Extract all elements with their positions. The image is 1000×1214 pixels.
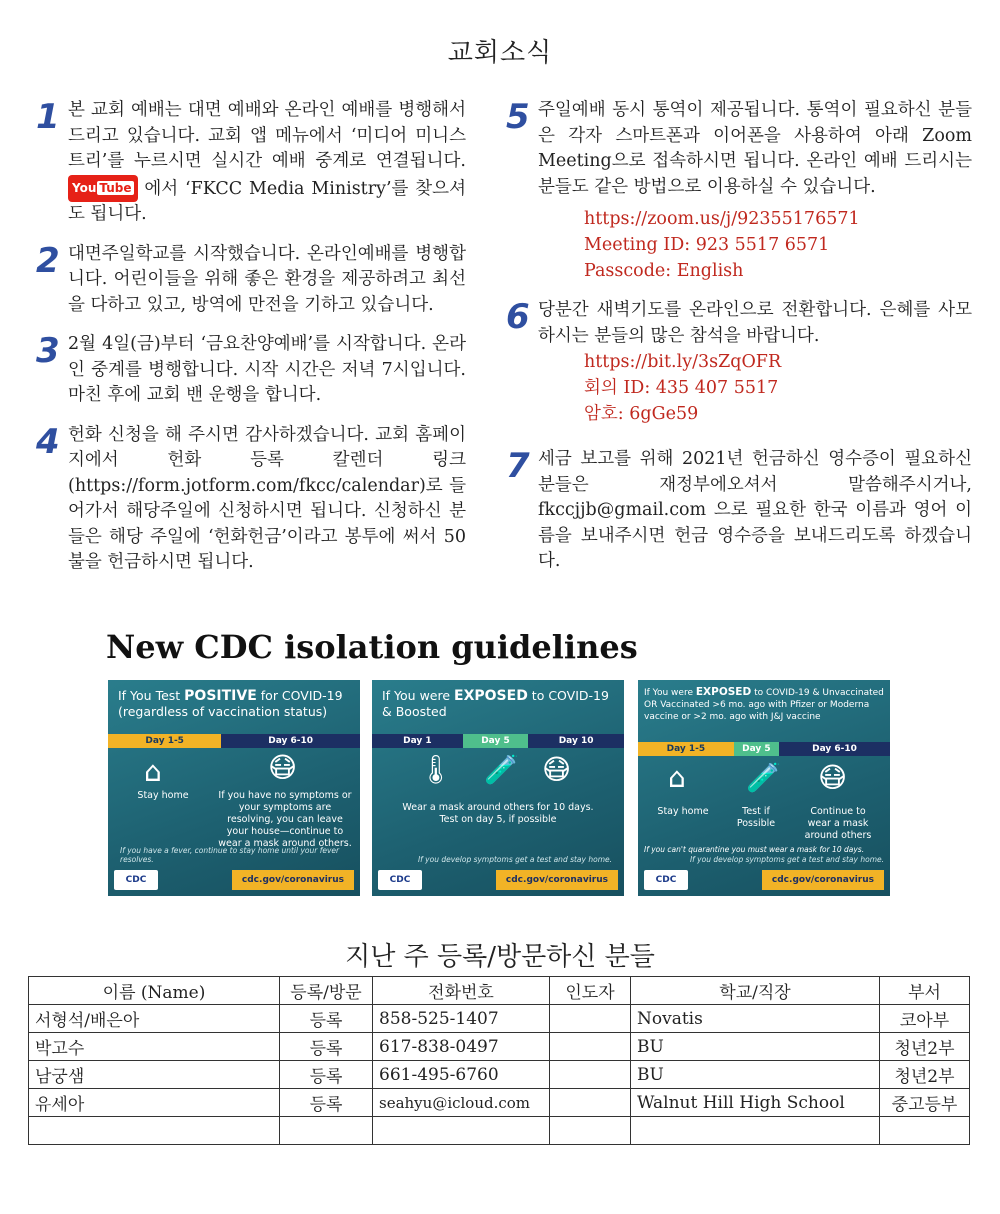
item-text: 당분간 새벽기도를 온라인으로 전환합니다. 은혜를 사모하시는 분들의 많은 참석을 바랍니다. — [538, 300, 972, 346]
timeline-bar: Day 1-5 Day 6-10 — [108, 734, 360, 748]
card-heading: If You were EXPOSED to COVID-19 & Unvaccinated OR Vaccinated >6 mo. ago with Pfizer or Moderna vaccine or >2 mo. ago with J&J vaccine — [644, 686, 884, 722]
test-label: Test if Possible — [736, 806, 776, 829]
cell-name: 서형석/배은아 — [29, 1005, 280, 1033]
test-tube-icon: 🧪 — [746, 761, 781, 794]
item-number: 7 — [506, 446, 530, 486]
cdc-card-exposed-unvaccinated — [638, 680, 890, 896]
cell-school: Novatis — [631, 1005, 880, 1033]
news-item-3 — [36, 332, 466, 409]
meeting-id: Meeting ID: 923 5517 6571 — [584, 235, 830, 255]
house-icon: ⌂ — [144, 755, 162, 788]
cdc-logo: CDC — [378, 870, 422, 890]
card-heading: If You were EXPOSED to COVID-19 & Boosted — [382, 688, 609, 719]
card-heading: If You Test POSITIVE for COVID-19 (regardless of vaccination status) — [118, 688, 343, 719]
header-school: 학교/직장 — [631, 977, 880, 1005]
cell-dept: 중고등부 — [880, 1089, 970, 1117]
prayer-password: 암호: 6gGe59 — [584, 404, 699, 424]
page-title: 교회소식 — [447, 38, 553, 68]
youtube-logo-icon: You Tube — [68, 175, 138, 203]
mask-icon: 😷 — [818, 761, 848, 794]
stay-home-label: Stay home — [657, 806, 709, 817]
cell-school — [631, 1117, 880, 1145]
cell-status — [280, 1117, 373, 1145]
news-right-column — [506, 98, 972, 589]
table-row — [29, 1033, 970, 1061]
passcode: Passcode: English — [584, 261, 744, 281]
cell-status: 등록 — [280, 1033, 373, 1061]
cell-dept — [880, 1117, 970, 1145]
item-number: 5 — [506, 97, 530, 137]
timeline-bar: Day 1-5 Day 5 Day 6-10 — [638, 742, 890, 756]
news-left-column — [36, 98, 466, 590]
cell-phone: 858-525-1407 — [373, 1005, 550, 1033]
header-status: 등록/방문 — [280, 977, 373, 1005]
mask-icon: 😷 — [268, 751, 298, 784]
cell-school: BU — [631, 1033, 880, 1061]
cell-name: 유세아 — [29, 1089, 280, 1117]
cell-status: 등록 — [280, 1089, 373, 1117]
news-item-2 — [36, 242, 466, 319]
house-icon: ⌂ — [668, 761, 686, 794]
item-text-cont: 에서 ‘FKCC Media Ministry’를 찾으셔도 됩니다. — [68, 178, 466, 224]
cell-name — [29, 1117, 280, 1145]
timeline-bar: Day 1 Day 5 Day 10 — [372, 734, 624, 748]
item-text: 세금 보고를 위해 2021년 헌금하신 영수증이 필요하신 분들은 재정부에오셔서 말씀해주시거나, fkccjjb@gmail.com 으로 필요한 한국 이름과 영어 이름을 보내주시면 헌금 영수증을 보내드리도록 하겠습니다. — [538, 449, 972, 571]
cdc-card-positive — [108, 680, 360, 896]
thermometer-icon: 🌡 — [418, 753, 454, 786]
news-item-5 — [506, 98, 972, 284]
cdc-url: cdc.gov/coronavirus — [232, 870, 354, 890]
cdc-url: cdc.gov/coronavirus — [496, 870, 618, 890]
cell-guide — [550, 1089, 631, 1117]
fever-note: If you have a fever, continue to stay home until your fever resolves. — [120, 846, 340, 864]
cell-phone: 661-495-6760 — [373, 1061, 550, 1089]
cell-school: Walnut Hill High School — [631, 1089, 880, 1117]
table-row — [29, 1117, 970, 1145]
boosted-guidance: Wear a mask around others for 10 days. Test on day 5, if possible — [402, 802, 594, 825]
cell-dept: 청년2부 — [880, 1033, 970, 1061]
cdc-logo: CDC — [114, 870, 158, 890]
header-dept: 부서 — [880, 977, 970, 1005]
cell-phone: seahyu@icloud.com — [373, 1089, 550, 1117]
prayer-meeting-id: 회의 ID: 435 407 5517 — [584, 378, 779, 398]
cell-status: 등록 — [280, 1061, 373, 1089]
news-item-4 — [36, 423, 466, 576]
table-row — [29, 1005, 970, 1033]
item-text: 주일예배 동시 통역이 제공됩니다. 통역이 필요하신 분들은 각자 스마트폰과 이어폰을 사용하여 아래 Zoom Meeting으로 접속하시면 됩니다. 온라인 예배 드리시는 분들도 같은 방법으로 이용하실 수 있습니다. — [538, 100, 972, 197]
cell-guide — [550, 1117, 631, 1145]
positive-guidance: If you have no symptoms or your symptoms are resolving, you can leave your house—continue to wear a mask around others. — [218, 790, 352, 849]
cell-guide — [550, 1061, 631, 1089]
mask-icon: 😷 — [542, 753, 572, 786]
prayer-link[interactable]: https://bit.ly/3sZqOFR — [584, 352, 782, 372]
item-text: 헌화 신청을 해 주시면 감사하겠습니다. 교회 홈페이지에서 헌화 등록 칼렌더 링크(https://form.jotform.com/fkcc/calendar)로 들어가서 해당주일에 신청하시면 됩니다. 신청하신 분들은 해당 주일에 ‘헌화헌금’이라고 봉투에 써서 50불을 헌금하시면 됩니다. — [68, 424, 466, 572]
stay-home-label: Stay home — [137, 790, 189, 801]
cell-guide — [550, 1005, 631, 1033]
header-phone: 전화번호 — [373, 977, 550, 1005]
cell-school: BU — [631, 1061, 880, 1089]
cell-name: 남궁샘 — [29, 1061, 280, 1089]
header-name: 이름 (Name) — [29, 977, 280, 1005]
item-text: 대면주일학교를 시작했습니다. 온라인예배를 병행합니다. 어린이들을 위해 좋은 환경을 제공하려고 최선을 다하고 있고, 방역에 만전을 기하고 있습니다. — [68, 243, 466, 315]
cell-name: 박고수 — [29, 1033, 280, 1061]
quarantine-note: If you can't quarantine you must wear a mask for 10 days. — [644, 845, 865, 854]
cell-phone — [373, 1117, 550, 1145]
cdc-title: New CDC isolation guidelines — [106, 628, 638, 666]
item-number: 4 — [36, 421, 60, 462]
cell-phone: 617-838-0497 — [373, 1033, 550, 1061]
cdc-card-exposed-boosted — [372, 680, 624, 896]
cell-status: 등록 — [280, 1005, 373, 1033]
cdc-logo: CDC — [644, 870, 688, 890]
table-row — [29, 1089, 970, 1117]
table-row — [29, 1061, 970, 1089]
symptoms-note: If you develop symptoms get a test and stay home. — [689, 855, 884, 864]
registry-table — [28, 976, 970, 1145]
item-number: 3 — [36, 331, 60, 371]
cell-dept: 청년2부 — [880, 1061, 970, 1089]
mask-label: Continue to wear a mask around others — [804, 806, 872, 841]
header-guide: 인도자 — [550, 977, 631, 1005]
item-number: 1 — [36, 97, 60, 137]
zoom-link[interactable]: https://zoom.us/j/92355176571 — [584, 209, 860, 229]
news-item-7 — [506, 447, 972, 575]
item-text: 2월 4일(금)부터 ‘금요찬양예배’를 시작합니다. 온라인 중계를 병행합니다. 시작 시간은 저녁 7시입니다. 마친 후에 교회 밴 운행을 합니다. — [68, 334, 466, 405]
table-header-row — [29, 977, 970, 1005]
item-number: 2 — [36, 240, 60, 281]
cell-guide — [550, 1033, 631, 1061]
item-number: 6 — [506, 297, 530, 337]
registry-title: 지난 주 등록/방문하신 분들 — [345, 942, 655, 972]
cdc-url: cdc.gov/coronavirus — [762, 870, 884, 890]
news-item-1 — [36, 98, 466, 228]
cell-dept: 코아부 — [880, 1005, 970, 1033]
test-tube-icon: 🧪 — [484, 753, 519, 786]
item-text: 본 교회 예배는 대면 예배와 온라인 예배를 병행해서 드리고 있습니다. 교회 앱 메뉴에서 ‘미디어 미니스트리’를 누르시면 실시간 예배 중계로 연결됩니다. — [68, 100, 466, 171]
symptoms-note: If you develop symptoms get a test and stay home. — [417, 855, 612, 864]
news-item-6 — [506, 298, 972, 427]
